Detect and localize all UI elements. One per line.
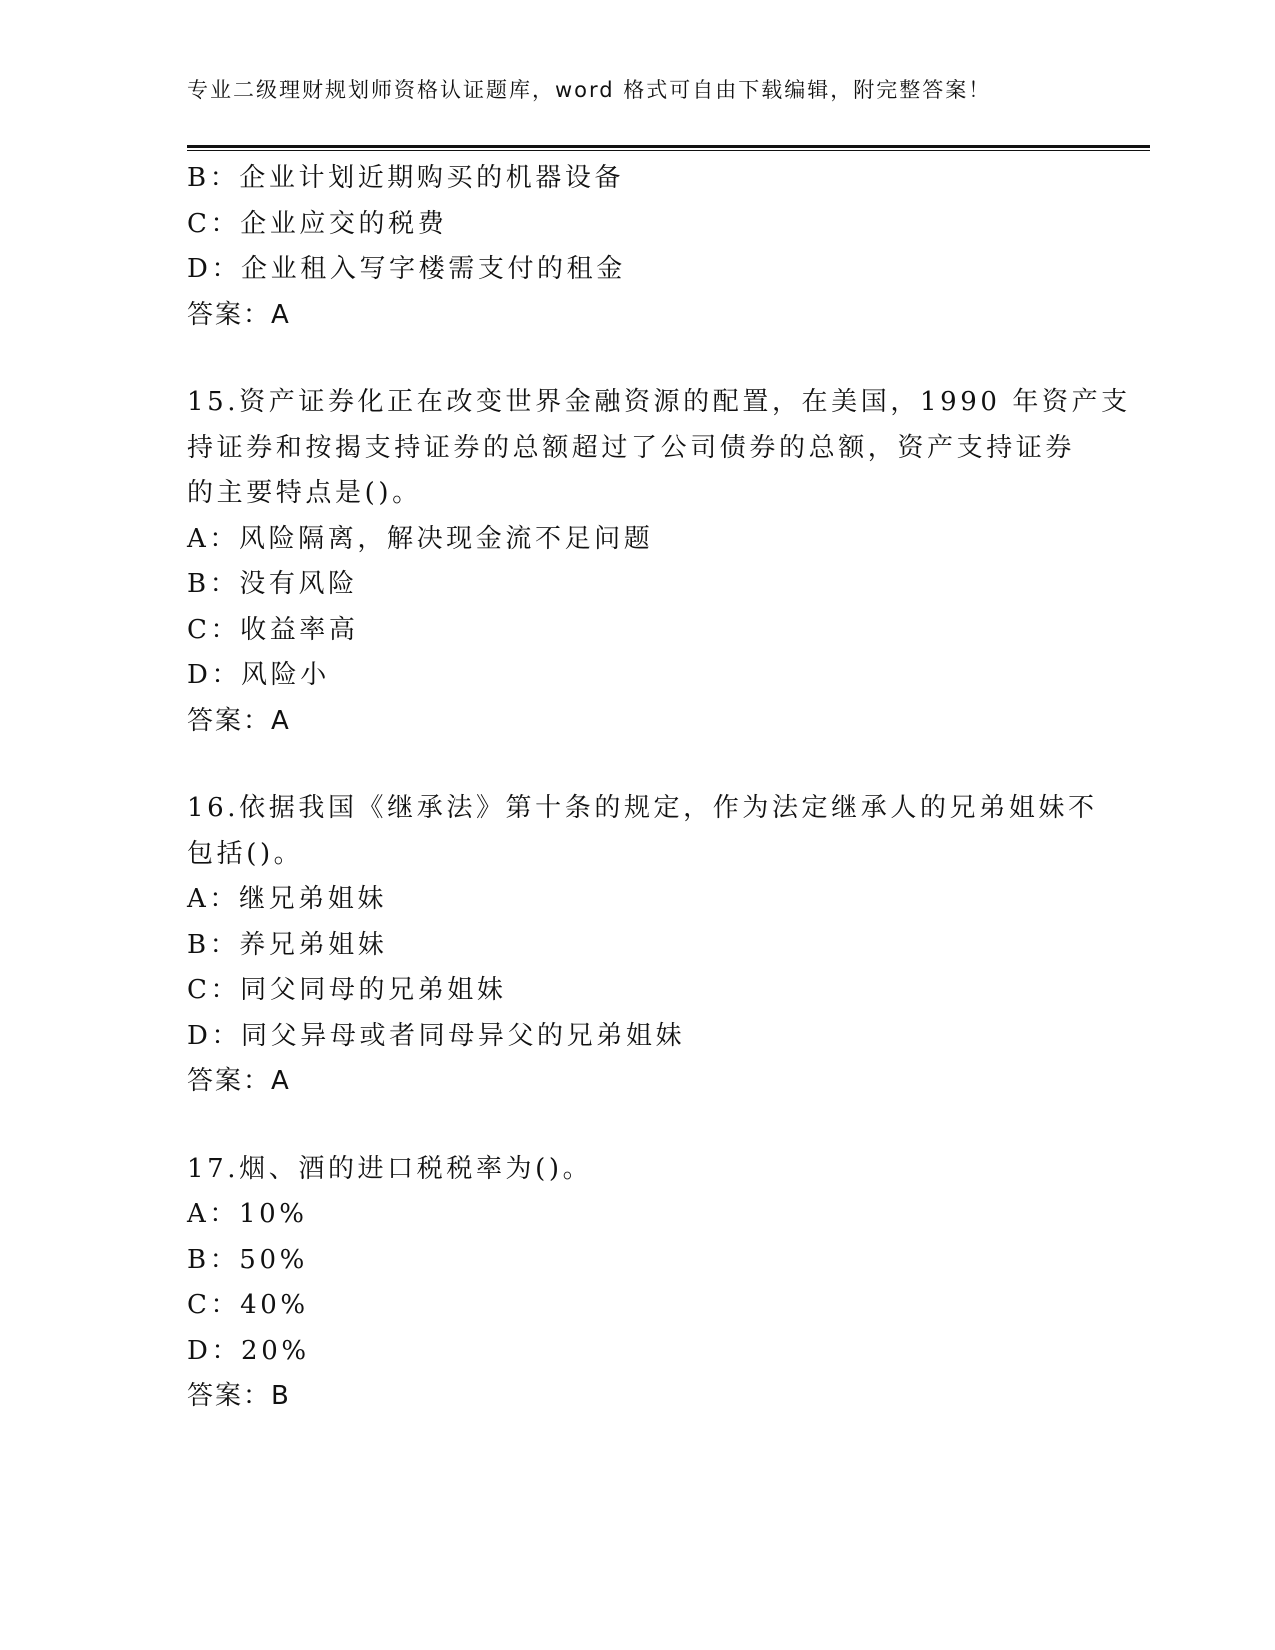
answer-label: 答案：A [187,1066,291,1096]
question-15 [187,380,1131,744]
option-d: D：同父异母或者同母异父的兄弟姐妹 [187,1020,686,1051]
option-a: A：继兄弟姐妹 [187,884,387,914]
question-continued [187,156,1117,338]
option-a: A：风险隔离，解决现金流不足问题 [187,523,654,554]
question-text-line: 包括()。 [187,838,304,869]
question-text-line: 的主要特点是()。 [187,478,422,508]
option-b: B：没有风险 [187,569,358,599]
option-c: C：40% [187,1290,309,1320]
spacer [187,1105,1117,1147]
question-text-line: 持证券和按揭支持证券的总额超过了公司债券的总额，资产支持证券 [187,432,1076,463]
option-d: D：风险小 [187,660,330,690]
option-c: C：收益率高 [187,614,359,645]
question-text-line: 16.依据我国《继承法》第十条的规定，作为法定继承人的兄弟姐妹不 [187,793,1098,823]
question-16 [187,786,1117,1105]
answer-label: 答案：B [187,1381,291,1411]
spacer [187,744,1117,786]
answer-label: 答案：A [187,299,291,330]
option-b: B：养兄弟姐妹 [187,929,388,960]
option-d: D：20% [187,1335,310,1366]
option-c: C：企业应交的税费 [187,208,448,239]
spacer [187,338,1117,380]
option-b: B：50% [187,1244,308,1275]
option-d: D：企业租入写字楼需支付的租金 [187,254,626,284]
header-rule-thin [187,150,1150,151]
question-text-line: 15.资产证券化正在改变世界金融资源的配置，在美国，1990 年资产支 [187,387,1131,417]
header-rule-thick [187,145,1150,148]
option-a: A：10% [187,1199,308,1229]
answer-label: 答案：A [187,705,291,736]
option-c: C：同父同母的兄弟姐妹 [187,975,507,1005]
option-b: B：企业计划近期购买的机器设备 [187,163,625,193]
page-header: 专业二级理财规划师资格认证题库，word 格式可自由下载编辑，附完整答案！ [187,78,992,102]
question-17 [187,1147,1117,1420]
question-text-line: 17.烟、酒的进口税税率为()。 [187,1153,593,1184]
question-content [187,156,1131,1420]
